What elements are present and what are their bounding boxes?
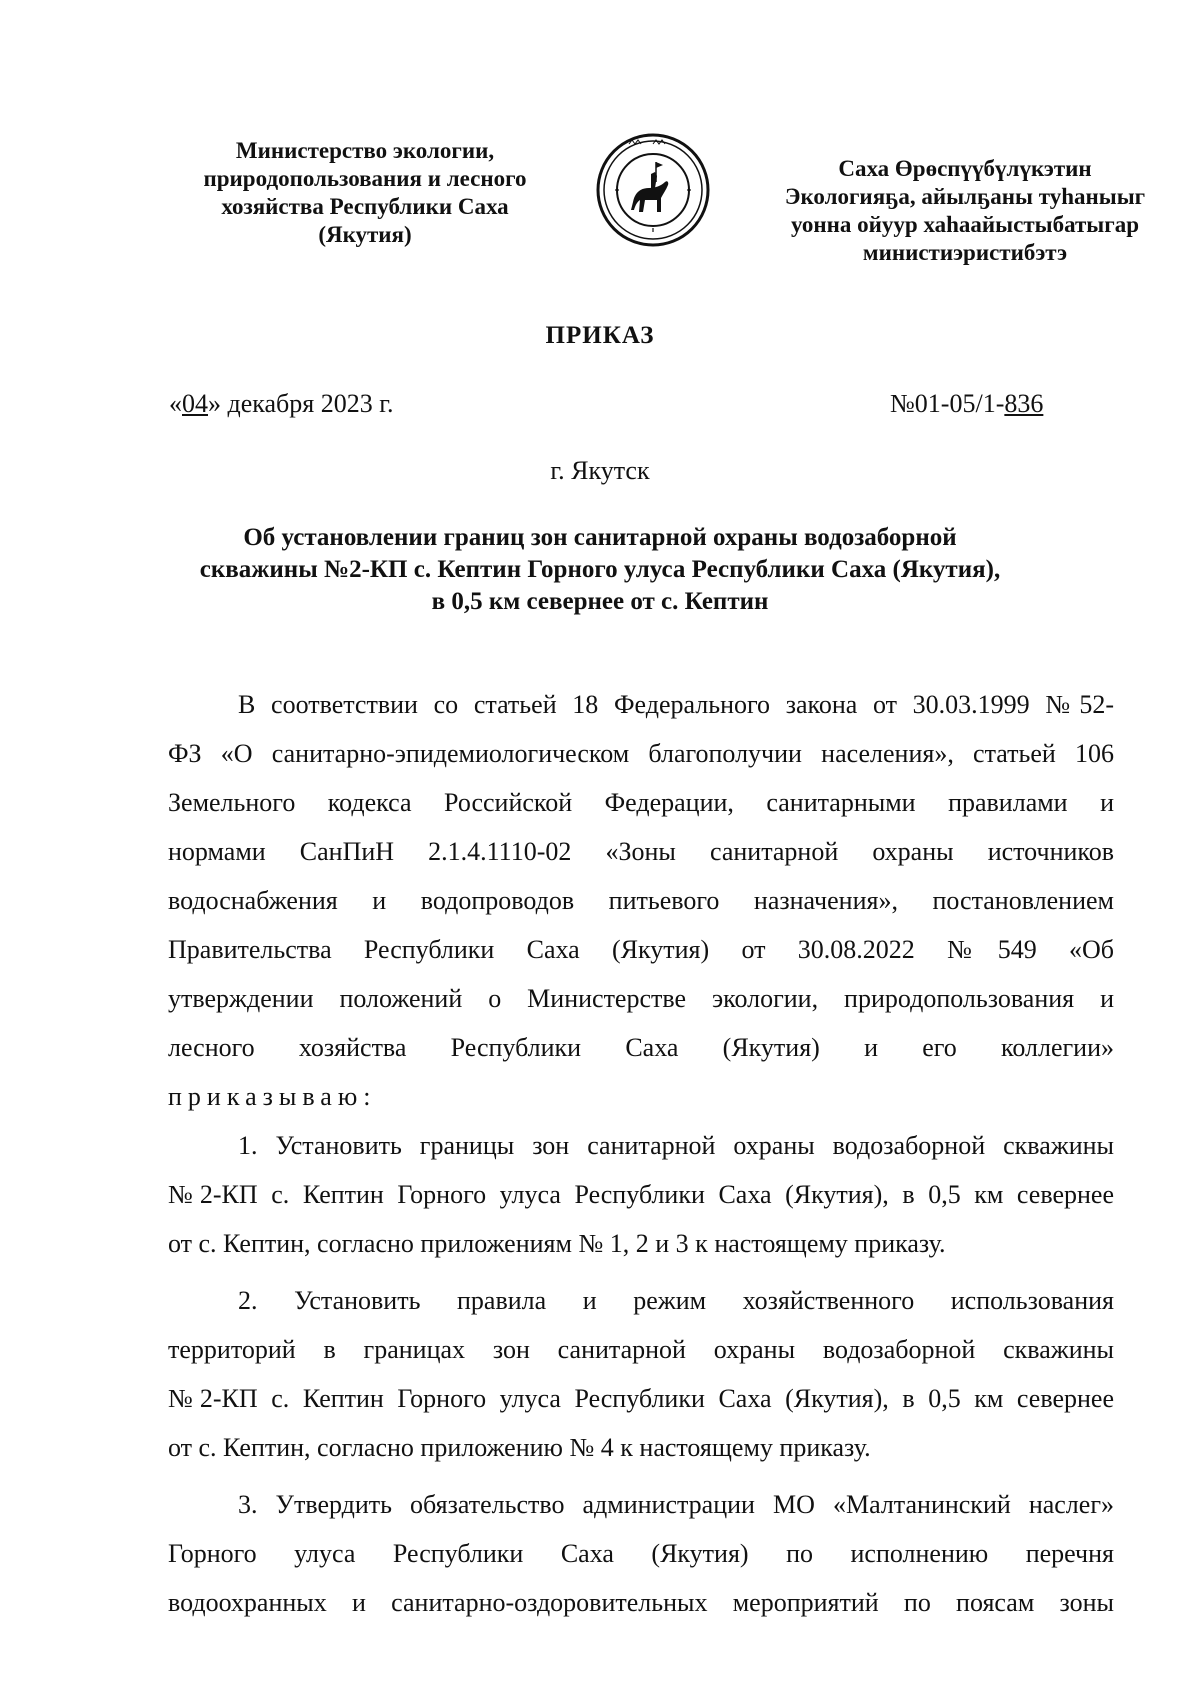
preamble-line: утверждении положений о Министерстве экологии, природопользования и [168, 984, 1114, 1013]
subject-line: в 0,5 км севернее от с. Кептин [431, 588, 769, 615]
ministry-name-russian [170, 137, 560, 249]
sakha-coat-of-arms-icon [595, 132, 711, 248]
header-left-line: Министерство экологии, [235, 138, 495, 163]
item3-line: 3. Утвердить обязательство администрации МО «Малтанинский наслег» [238, 1490, 1114, 1519]
subject-line: скважины №2-КП с. Кептин Горного улуса Республики Саха (Якутия), [199, 556, 1001, 583]
number-value: 836 [1004, 389, 1044, 418]
item2-line: от с. Кептин, согласно приложению № 4 к настоящему приказу. [168, 1433, 871, 1462]
item2-line: №2-КП с. Кептин Горного улуса Республики Саха (Якутия), в 0,5 км севернее [168, 1384, 1114, 1413]
header-left-line: (Якутия) [318, 222, 412, 247]
item1-line: 1. Установить границы зон санитарной охраны водозаборной скважины [238, 1131, 1114, 1160]
header-right-line: Саха Өрөспүүбүлүкэтин [838, 156, 1092, 181]
preamble-line: Правительства Республики Саха (Якутия) от 30.08.2022 №549 «Об [168, 935, 1114, 964]
order-subject [140, 522, 1060, 618]
item1-line: №2-КП с. Кептин Горного улуса Республики Саха (Якутия), в 0,5 км севернее [168, 1180, 1114, 1209]
issue-city: г. Якутск [550, 456, 650, 485]
header-right-line: министиэристибэтэ [862, 240, 1068, 265]
preamble-line: ФЗ «О санитарно-эпидемиологическом благополучии населения», статьей 106 [168, 739, 1114, 768]
order-number [890, 389, 1043, 419]
header-right-line: уонна ойуур хаһаайыстыбатыгар [790, 212, 1140, 237]
number-prefix: №01-05/1- [890, 389, 1005, 418]
order-date [169, 389, 393, 419]
preamble-line: В соответствии со статьей 18 Федерального закона от 30.03.1999 №52- [238, 690, 1114, 719]
header-right-line: Экологияҕа, айылҕаны туһаныыг [784, 184, 1146, 209]
item3-line: водоохранных и санитарно-оздоровительных мероприятий по поясам зоны [168, 1588, 1114, 1617]
header-left-line: хозяйства Республики Саха [221, 194, 509, 219]
date-day: 04 [182, 389, 208, 418]
date-prefix: « [169, 389, 182, 418]
subject-line: Об установлении границ зон санитарной охраны водозаборной [243, 524, 957, 551]
preamble-line: нормами СанПиН 2.1.4.1110-02 «Зоны санитарной охраны источников [168, 837, 1114, 866]
preamble-line: Земельного кодекса Российской Федерации, санитарными правилами и [168, 788, 1114, 817]
order-word: приказываю: [168, 1082, 377, 1111]
preamble-line: водоснабжения и водопроводов питьевого назначения», постановлением [168, 886, 1114, 915]
item1-line: от с. Кептин, согласно приложениям № 1, 2 и 3 к настоящему приказу. [168, 1229, 946, 1258]
document-title: ПРИКАЗ [545, 322, 655, 349]
order-body [168, 680, 1114, 1627]
ministry-name-sakha [740, 155, 1190, 267]
preamble-line: лесного хозяйства Республики Саха (Якутия) и его коллегии» [168, 1033, 1114, 1062]
date-rest: » декабря 2023 г. [208, 389, 394, 418]
header-left-line: природопользования и лесного [203, 166, 527, 191]
item2-line: 2. Установить правила и режим хозяйственного использования [238, 1286, 1114, 1315]
item3-line: Горного улуса Республики Саха (Якутия) по исполнению перечня [168, 1539, 1114, 1568]
item2-line: территорий в границах зон санитарной охраны водозаборной скважины [168, 1335, 1114, 1364]
